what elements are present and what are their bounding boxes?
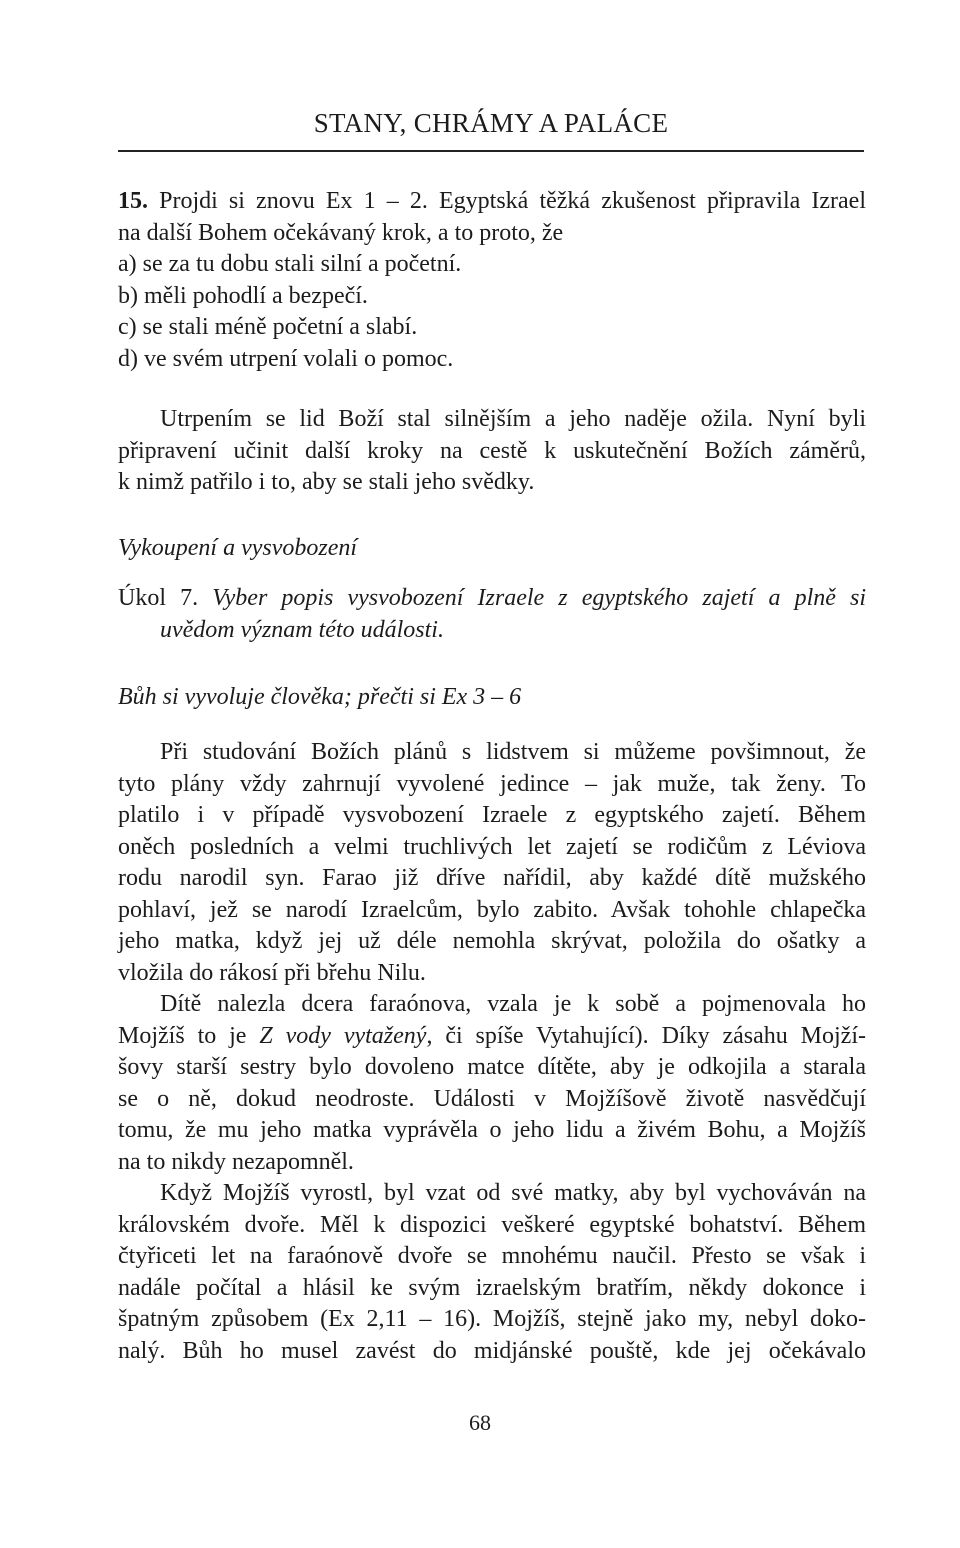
question-15 [118, 186, 866, 375]
paragraph-1 [118, 737, 866, 989]
text-line: tyto plány vždy zahrnují vyvolené jedince – jak muže, tak ženy. To [118, 770, 866, 797]
text-line: k nimž patřilo i to, aby se stali jeho svědky. [118, 469, 535, 495]
text-line: připravení učinit další kroky na cestě k uskutečnění Božích záměrů, [118, 437, 866, 464]
text-line: Dítě nalezla dcera faraónova, vzala je k sobě a pojmenovala ho [160, 991, 866, 1017]
text-line: tomu, že mu jeho matka vyprávěla o jeho lidu a živém Bohu, a Mojžíš [118, 1117, 866, 1143]
text-line: špatným způsobem (Ex 2,11 – 16). Mojžíš, stejně jako my, nebyl doko- [118, 1306, 866, 1332]
paragraph-2 [118, 989, 866, 1178]
text-line: královském dvoře. Měl k dispozici veškeré egyptské bohatství. Během [118, 1211, 866, 1238]
text-line: platilo i v případě vysvobození Izraele z egyptského zajetí. Během [118, 802, 866, 828]
answer-option-c: c) se stali méně početní a slabí. [118, 314, 418, 340]
text-span: Mojžíš to je [118, 1022, 260, 1049]
text-line: šovy starší sestry bylo dovoleno matce dítěte, aby je odkojila a starala [118, 1054, 866, 1080]
text-line: oněch posledních a velmi truchlivých let zajetí se rodičům z Léviova [118, 833, 866, 860]
task-7 [118, 583, 866, 646]
text-line: na to nikdy nezapomněl. [118, 1148, 354, 1175]
text-line: Když Mojžíš vyrostl, byl vzat od své matky, aby byl vychováván na [160, 1180, 866, 1206]
answer-option-a: a) se za tu dobu stali silní a početní. [118, 251, 462, 277]
task-line [118, 583, 866, 615]
text-line: vložila do rákosí při břehu Nilu. [118, 959, 426, 986]
paragraph-3 [118, 1178, 866, 1367]
section-heading-text: Vykoupení a vysvobození [118, 535, 358, 561]
task-label: Úkol 7. [118, 585, 199, 611]
text-line: Utrpením se lid Boží stal silnějším a jeho naděje ožila. Nyní byli [160, 406, 866, 432]
text-line: Při studování Božích plánů s lidstvem si můžeme povšimnout, že [160, 739, 866, 765]
question-number: 15. [118, 188, 148, 214]
question-line: na další Bohem očekávaný krok, a to proto, že [118, 219, 564, 246]
text-line: rodu narodil syn. Farao již dříve nařídil, aby každé dítě mužského [118, 865, 866, 891]
text-line: jeho matka, když jej už déle nemohla skrývat, položila do ošatky a [118, 928, 866, 954]
section-heading [118, 533, 866, 565]
paragraph-utrpenim [118, 404, 866, 499]
subheading-text: Bůh si vyvoluje člověka; přečti si Ex 3 – 6 [118, 684, 522, 710]
page-number: 68 [469, 1410, 491, 1435]
running-head: STANY, CHRÁMY A PALÁCE [313, 108, 669, 138]
task-line: uvědom význam této události. [160, 616, 444, 643]
text-line: pohlaví, jež se narodí Izraelcům, bylo zabito. Avšak tohohle chlapečka [118, 896, 866, 923]
text-span: , či spíše Vytahující). Díky zásahu Mojží- [426, 1022, 866, 1049]
header-rule [118, 150, 864, 152]
question-line [118, 186, 866, 218]
task-text: Vyber popis vysvobození Izraele z egyptského zajetí a plně si [212, 585, 866, 611]
text-line: nadále počítal a hlásil ke svým izraelským bratřím, někdy dokonce i [118, 1274, 866, 1301]
text-line: čtyřiceti let na faraónově dvoře se mnohému naučil. Přesto se však i [118, 1243, 866, 1269]
text-line: nalý. Bůh ho musel zavést do midjánské pouště, kde jej očekávalo [118, 1337, 866, 1364]
text-line [118, 1021, 866, 1053]
subheading [118, 682, 866, 714]
question-text: Projdi si znovu Ex 1 – 2. Egyptská těžká zkušenost připravila Izrael [159, 188, 866, 214]
answer-option-d: d) ve svém utrpení volali o pomoc. [118, 345, 454, 372]
text-line: se o ně, dokud neodroste. Události v Mojžíšově životě nasvědčují [118, 1085, 866, 1112]
answer-option-b: b) měli pohodlí a bezpečí. [118, 282, 368, 309]
italic-span: Z vody vytažený [259, 1022, 427, 1049]
